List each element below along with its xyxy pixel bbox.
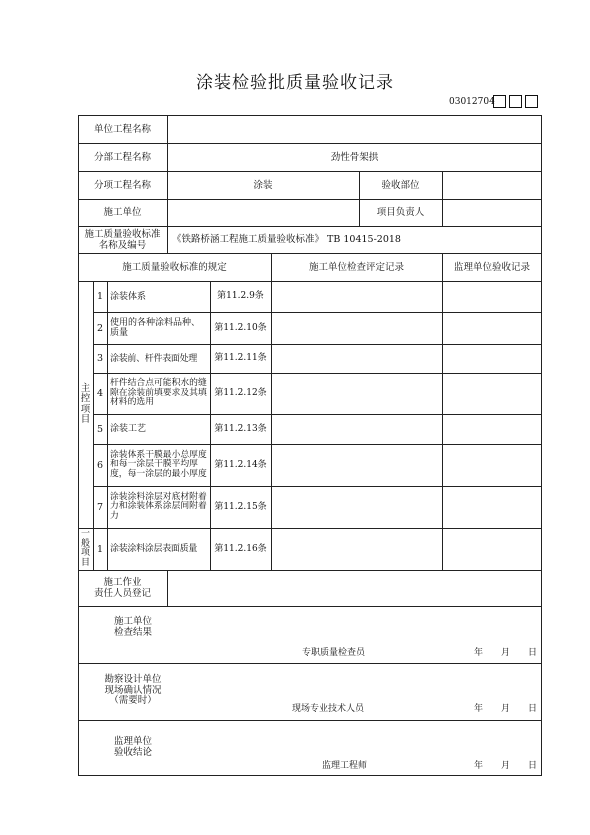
- item-clause: 第11.2.11条: [214, 353, 267, 363]
- subitem-project-field[interactable]: 涂装: [253, 179, 273, 191]
- item-self-check-cell[interactable]: [272, 313, 441, 343]
- project-leader-label: 项目负责人: [376, 207, 425, 218]
- item-number: 7: [96, 501, 104, 513]
- item-supervision-cell[interactable]: [443, 445, 541, 485]
- item-self-check-cell[interactable]: [272, 445, 441, 485]
- standard-label-line2: 名称及编号: [98, 239, 147, 251]
- item-text: 使用的各种涂料品种、质量: [110, 318, 201, 338]
- acceptance-part-field[interactable]: [442, 171, 542, 199]
- item-text: 涂装工艺: [110, 424, 147, 434]
- col-rule-header: 施工质量验收标准的规定: [122, 261, 227, 273]
- item-number: 2: [96, 322, 104, 334]
- design-confirmation-line2: 现场确认情况: [104, 684, 162, 696]
- item-supervision-cell[interactable]: [443, 415, 541, 443]
- worker-registration-line1: 施工作业: [103, 577, 142, 588]
- worker-registration-line2: 责任人员登记: [93, 588, 151, 599]
- item-supervision-cell[interactable]: [443, 487, 541, 527]
- code-box-1[interactable]: [493, 95, 506, 108]
- item-self-check-cell[interactable]: [272, 529, 441, 569]
- standard-field[interactable]: 《铁路桥涵工程施工质量验收标准》 TB 10415-2018: [172, 233, 401, 245]
- quality-inspector-sign-label: 专职质量检查员: [302, 648, 366, 658]
- unit-project-field[interactable]: [167, 115, 542, 143]
- design-confirmation-label: [78, 672, 188, 710]
- item-supervision-cell[interactable]: [443, 345, 541, 372]
- item-number: 4: [96, 388, 104, 399]
- item-supervision-cell[interactable]: [443, 374, 541, 413]
- code-box-3[interactable]: [525, 95, 538, 108]
- item-self-check-cell[interactable]: [272, 374, 441, 413]
- worker-registration-label: [78, 570, 167, 606]
- division-project-label: 分部工程名称: [93, 151, 151, 163]
- division-project-field[interactable]: 劲性骨架拱: [330, 151, 379, 163]
- standard-label-line1: 施工质量验收标准: [84, 228, 161, 240]
- self-check-result-line2: 检查结果: [113, 627, 152, 638]
- worker-registration-field[interactable]: [168, 571, 541, 605]
- item-clause: 第11.2.9条: [217, 291, 264, 301]
- general-items-label: 一般项目: [80, 529, 90, 568]
- form-code: 03012704: [449, 97, 495, 107]
- standard-label: [78, 226, 167, 253]
- item-text: 杆件结合点可能积水的缝隙在涂装前填要求及其填材料的选用: [110, 378, 207, 408]
- item-clause: 第11.2.16条: [214, 543, 267, 554]
- item-supervision-cell[interactable]: [443, 282, 541, 311]
- item-text: 涂装体系干膜最小总厚度和每一涂层干膜平均厚度，每一涂层的最小厚度: [110, 449, 207, 479]
- unit-project-label: 单位工程名称: [93, 123, 151, 135]
- page-title: 涂装检验批质量验收记录: [196, 73, 394, 93]
- item-clause: 第11.2.12条: [214, 388, 267, 398]
- item-text: 涂装涂料涂层对底材附着力和涂装体系涂层间附着力: [110, 491, 207, 521]
- item-self-check-cell[interactable]: [272, 415, 441, 443]
- supervision-conclusion-label: [78, 735, 188, 759]
- construction-unit-field[interactable]: [167, 199, 359, 226]
- item-number: 6: [96, 459, 104, 471]
- design-confirmation-date: 年 月 日: [474, 704, 538, 714]
- item-number: 5: [96, 423, 104, 435]
- item-self-check-cell[interactable]: [272, 282, 441, 311]
- project-leader-field[interactable]: [442, 199, 542, 226]
- item-number: 3: [96, 353, 104, 364]
- item-clause: 第11.2.14条: [214, 459, 267, 470]
- supervision-conclusion-line2: 验收结论: [113, 747, 152, 758]
- item-text: 涂装前、杆件表面处理: [110, 353, 198, 364]
- self-check-result-line1: 施工单位: [113, 616, 152, 627]
- supervision-date: 年 月 日: [474, 761, 538, 771]
- item-number: 1: [96, 291, 104, 302]
- item-number: 1: [96, 543, 104, 555]
- acceptance-part-label: 验收部位: [381, 179, 420, 191]
- item-clause: 第11.2.15条: [214, 501, 267, 512]
- item-supervision-cell[interactable]: [443, 529, 541, 569]
- item-clause: 第11.2.13条: [214, 423, 267, 434]
- code-box-2[interactable]: [509, 95, 522, 108]
- col-self-check-header: 施工单位检查评定记录: [308, 261, 404, 273]
- item-clause: 第11.2.10条: [214, 322, 267, 333]
- design-confirmation-line1: 勘察设计单位: [104, 674, 162, 686]
- self-check-result-label: [78, 612, 188, 642]
- col-supervision-header: 监理单位验收记录: [453, 261, 530, 273]
- supervision-engineer-sign-label: 监理工程师: [322, 761, 368, 771]
- item-self-check-cell[interactable]: [272, 345, 441, 372]
- subitem-project-label: 分项工程名称: [93, 179, 151, 191]
- site-technician-sign-label: 现场专业技术人员: [292, 704, 365, 714]
- self-check-date: 年 月 日: [474, 648, 538, 658]
- main-control-label: 主控项目: [80, 382, 91, 425]
- design-confirmation-line3: （需要时）: [109, 695, 157, 707]
- supervision-conclusion-line1: 监理单位: [113, 736, 152, 747]
- item-self-check-cell[interactable]: [272, 487, 441, 527]
- item-text: 涂装涂料涂层表面质量: [110, 544, 198, 554]
- construction-unit-label: 施工单位: [103, 207, 142, 218]
- item-supervision-cell[interactable]: [443, 313, 541, 343]
- item-text: 涂装体系: [110, 291, 147, 302]
